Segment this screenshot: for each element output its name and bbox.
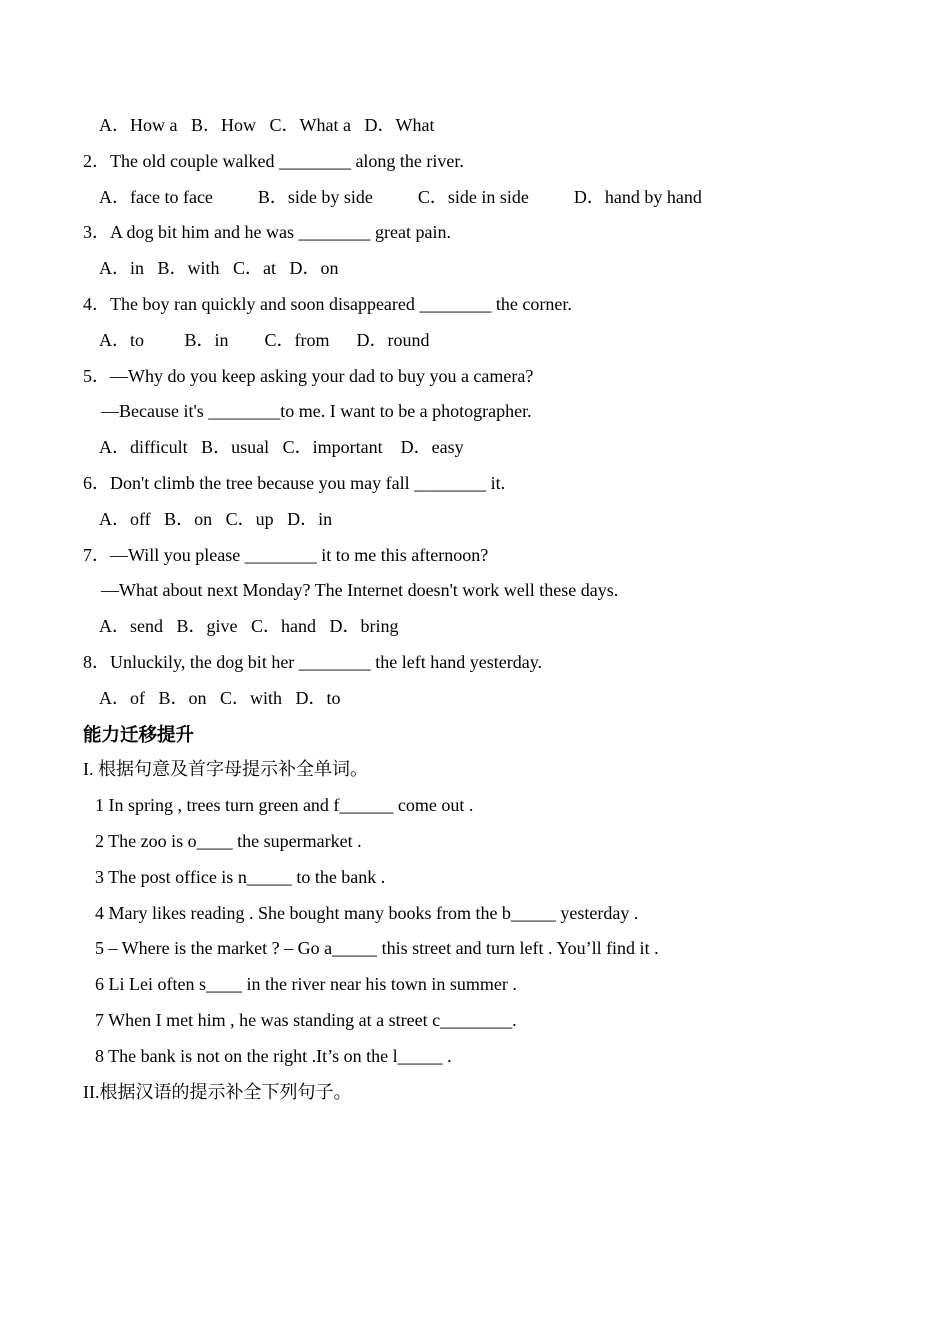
q7-text-line1: 7．—Will you please ________ it to me this afternoon? xyxy=(83,544,489,565)
part1-item-4: 4 Mary likes reading . She bought many books from the b_____ yesterday . xyxy=(95,902,639,923)
q7-options: A．send B．give C．hand D．bring xyxy=(99,616,399,637)
q1-options-line: A．How a B．How C．What a D．What xyxy=(99,115,435,135)
part1-item-6: 6 Li Lei often s____ in the river near his town in summer . xyxy=(95,974,517,995)
part1-item-3: 3 The post office is n_____ to the bank . xyxy=(95,866,386,887)
q3-text: 3．A dog bit him and he was ________ great pain. xyxy=(83,222,451,243)
q5-options: A．difficult B．usual C．important D．easy xyxy=(99,437,464,458)
q2-options: A．face to face B．side by side C．side in side D．hand by hand xyxy=(99,186,702,207)
q2-text: 2．The old couple walked ________ along the river. xyxy=(83,150,464,171)
q8-text: 8．Unluckily, the dog bit her ________ the left hand yesterday. xyxy=(83,651,543,672)
part1-item-1: 1 In spring , trees turn green and f______ come out . xyxy=(95,795,474,816)
q7-text-line2: —What about next Monday? The Internet doesn't work well these days. xyxy=(101,580,619,601)
part1-item-7: 7 When I met him , he was standing at a street c________. xyxy=(95,1009,517,1030)
section-header-ability-transfer: 能力迁移提升 xyxy=(83,723,195,745)
q6-text: 6．Don't climb the tree because you may fall ________ it. xyxy=(83,472,506,493)
part1-title: I. 根据句意及首字母提示补全单词。 xyxy=(83,759,368,780)
q4-text: 4．The boy ran quickly and soon disappeared ________ the corner. xyxy=(83,293,572,314)
part1-item-8: 8 The bank is not on the right .It’s on the l_____ . xyxy=(95,1045,452,1066)
part1-item-2: 2 The zoo is o____ the supermarket . xyxy=(95,830,362,851)
q4-options: A．to B．in C．from D．round xyxy=(99,329,430,350)
part2-title: II.根据汉语的提示补全下列句子。 xyxy=(83,1081,352,1102)
q5-text-line2: —Because it's ________to me. I want to be a photographer. xyxy=(101,401,532,422)
part1-item-5: 5 – Where is the market ? – Go a_____ this street and turn left . You’ll find it . xyxy=(95,938,659,959)
q8-options: A．of B．on C．with D．to xyxy=(99,687,341,708)
q6-options: A．off B．on C．up D．in xyxy=(99,508,333,529)
q3-options: A．in B．with C．at D．on xyxy=(99,258,339,279)
q5-text-line1: 5．—Why do you keep asking your dad to buy you a camera? xyxy=(83,365,534,386)
